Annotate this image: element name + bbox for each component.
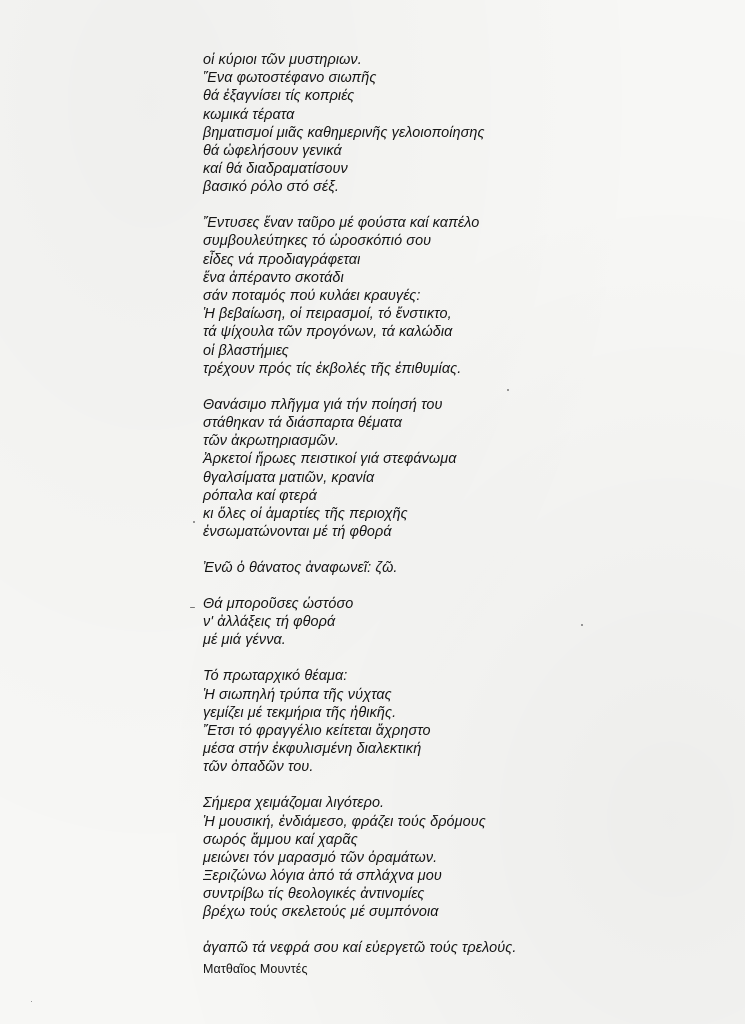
poem-line: βρέχω τούς σκελετούς μέ συμπόνοια	[203, 904, 439, 921]
poem-line: Θά μποροῦσες ὡστόσο	[203, 596, 354, 613]
poem-line: ν' ἀλλάξεις τή φθορά	[203, 614, 336, 631]
poem-line: ρόπαλα καί φτερά	[203, 487, 317, 504]
poem-line: σάν ποταμός πού κυλάει κραυγές:	[203, 288, 421, 305]
stanza-3	[203, 396, 723, 542]
poem-line: σωρός ἄμμου καί χαρᾶς	[203, 831, 358, 848]
scan-speck	[193, 521, 195, 523]
poem-line: οἱ κύριοι τῶν μυστηριων.	[203, 52, 362, 68]
scan-speck	[581, 624, 583, 626]
stanza-gap	[203, 541, 723, 559]
poem-line: συντρίβω τίς θεολογικές ἀντινομίες	[203, 886, 425, 903]
stanza-gap	[203, 378, 723, 396]
poem-line: ἀγαπῶ τά νεφρά σου καί εὐεργετῶ τούς τρελούς.	[203, 940, 517, 957]
poem-line: μειώνει τόν μαρασμό τῶν ὁραμάτων.	[203, 849, 438, 866]
poem-line: Σήμερα χειμάζομαι λιγότερο.	[203, 795, 385, 812]
poem-line: βασικό ρόλο στό σέξ.	[203, 179, 339, 196]
stanza-gap	[203, 777, 723, 795]
stanza-gap	[203, 650, 723, 668]
poem-line: θά ἐξαγνίσει τίς κοπριές	[203, 88, 355, 105]
poem-line: ἐνσωματώνονται μέ τή φθορά	[203, 524, 392, 541]
scan-speck	[31, 1001, 32, 1002]
stanza-gap	[203, 577, 723, 595]
author-signature: Ματθαῖος Μουντές	[203, 962, 308, 976]
poem-line: Ἕνα φωτοστέφανο σιωπῆς	[203, 70, 377, 87]
poem-line: τρέχουν πρός τίς ἐκβολές τῆς ἐπιθυμίας.	[203, 360, 462, 377]
stanza-6	[203, 667, 723, 776]
poem-body	[203, 51, 723, 958]
poem-line: τῶν ἀκρωτηριασμῶν.	[203, 433, 340, 450]
stanza-gap	[203, 197, 723, 215]
scan-speck	[190, 607, 195, 608]
poem-line: Ἐνῶ ὁ θάνατος ἀναφωνεῖ: ζῶ.	[203, 560, 398, 577]
stanza-5	[203, 595, 723, 650]
poem-line: συμβουλεύτηκες τό ὡροσκόπιό σου	[203, 233, 432, 250]
scan-speck	[507, 389, 509, 391]
poem-line: Ἔτσι τό φραγγέλιο κείτεται ἄχρηστο	[203, 722, 431, 739]
stanza-1	[203, 51, 723, 197]
poem-line: Ξεριζώνω λόγια ἀπό τά σπλάχνα μου	[203, 868, 442, 885]
poem-line: Ἔντυσες ἕναν ταῦρο μέ φούστα καί καπέλο	[203, 215, 480, 232]
poem-line: γεμίζει μέ τεκμήρια τῆς ἠθικῆς.	[203, 704, 397, 721]
poem-line: στάθηκαν τά διάσπαρτα θέματα	[203, 414, 403, 431]
poem-line: οἱ βλαστήμιες	[203, 342, 289, 359]
poem-line: Ἡ μουσική, ἐνδιάμεσο, φράζει τούς δρόμους	[203, 813, 486, 830]
poem-line: τά ψίχουλα τῶν προγόνων, τά καλώδια	[203, 324, 453, 341]
poem-line: Ἡ σιωπηλή τρύπα τῆς νύχτας	[203, 686, 392, 703]
poem-line: εἶδες νά προδιαγράφεται	[203, 251, 361, 268]
poem-line: μέ μιά γέννα.	[203, 632, 286, 649]
stanza-gap	[203, 922, 723, 940]
poem-line: Τό πρωταρχικό θέαμα:	[203, 668, 348, 685]
poem-line: καί θά διαδραματίσουν	[203, 161, 348, 178]
poem-line: ἕνα ἀπέραντο σκοτάδι	[203, 269, 344, 286]
poem-line: κι ὅλες οἱ ἁμαρτίες τῆς περιοχῆς	[203, 505, 408, 522]
poem-line: κωμικά τέρατα	[203, 106, 295, 123]
poem-line: Ἡ βεβαίωση, οἱ πειρασμοί, τό ἔνστικτο,	[203, 306, 452, 323]
poem-line: βηματισμοί μιᾶς καθημερινῆς γελοιοποίησης	[203, 124, 485, 141]
stanza-8	[203, 939, 723, 957]
poem-line: Ἀρκετοί ἥρωες πειστικοί γιά στεφάνωμα	[203, 451, 457, 468]
poem-line: Θανάσιμο πλῆγμα γιά τήν ποίησή του	[203, 396, 443, 413]
poem-line: θά ὠφελήσουν γενικά	[203, 142, 342, 159]
stanza-4	[203, 559, 723, 577]
stanza-7	[203, 794, 723, 921]
stanza-2	[203, 214, 723, 378]
poem-line: θγαλσίματα ματιῶν, κρανία	[203, 469, 375, 486]
poem-line: τῶν ὀπαδῶν του.	[203, 759, 314, 776]
poem-line: μέσα στήν ἐκφυλισμένη διαλεκτική	[203, 741, 422, 758]
